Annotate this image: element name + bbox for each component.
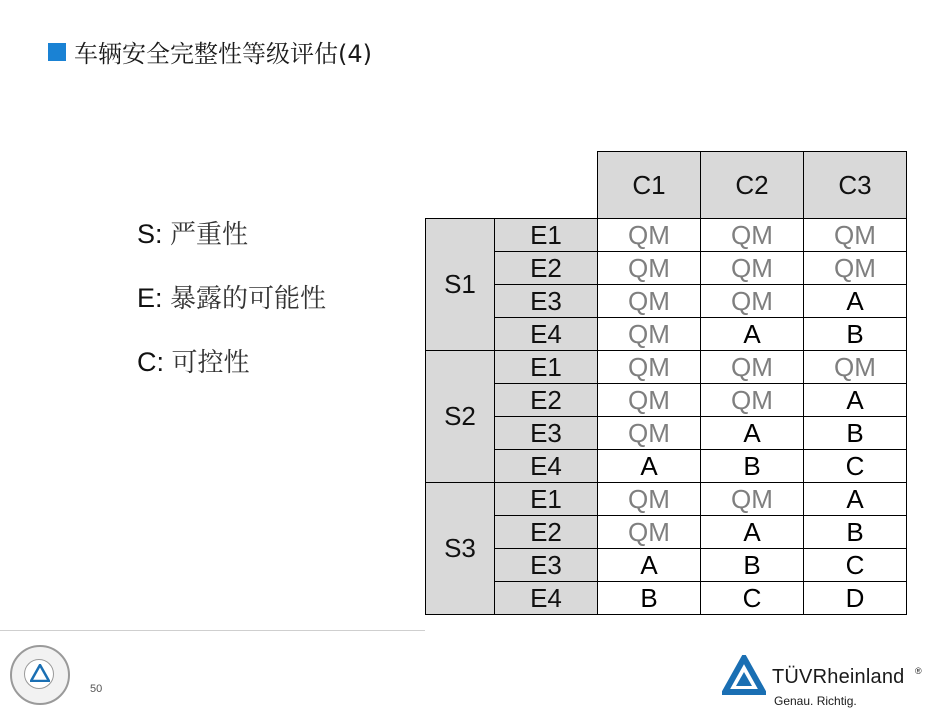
legend-item-s: S: 严重性 [137,219,249,250]
asil-value-cell: B [804,417,907,450]
table-row [426,285,907,318]
asil-value-cell: QM [598,252,701,285]
asil-value-cell: A [701,417,804,450]
asil-value-cell: B [598,582,701,615]
brand-name: TÜVRheinland [772,666,905,688]
asil-value-cell: QM [701,252,804,285]
asil-table [425,151,907,615]
tuv-seal-logo [10,645,70,705]
asil-value-cell: QM [701,384,804,417]
asil-value-cell: C [804,450,907,483]
exposure-cell: E1 [495,219,598,252]
table-row [426,483,907,516]
exposure-cell: E1 [495,483,598,516]
exposure-cell: E2 [495,384,598,417]
asil-value-cell: B [804,516,907,549]
table-row [426,219,907,252]
brand-registered-mark: ® [915,666,922,676]
asil-value-cell: A [804,384,907,417]
legend-item-c: C: 可控性 [137,347,250,378]
asil-value-cell: D [804,582,907,615]
column-header: C1 [598,152,701,219]
asil-value-cell: QM [804,351,907,384]
severity-cell: S1 [426,219,495,351]
asil-value-cell: A [701,318,804,351]
table-row [426,384,907,417]
table-row [426,582,907,615]
asil-value-cell: QM [598,384,701,417]
triangle-logo-icon [30,664,50,682]
severity-cell: S2 [426,351,495,483]
header-blank-cell [426,152,495,219]
asil-value-cell: QM [598,285,701,318]
exposure-cell: E3 [495,549,598,582]
asil-value-cell: QM [701,219,804,252]
asil-value-cell: QM [701,483,804,516]
asil-value-cell: C [701,582,804,615]
table-row [426,318,907,351]
slide-title-text: 车辆安全完整性等级评估(4) [74,40,372,68]
slide-title [48,34,372,69]
column-header: C3 [804,152,907,219]
bullet-square-icon [48,43,66,61]
exposure-cell: E4 [495,582,598,615]
asil-value-cell: QM [701,285,804,318]
table-row [426,351,907,384]
exposure-cell: E4 [495,450,598,483]
asil-value-cell: C [804,549,907,582]
column-header: C2 [701,152,804,219]
exposure-cell: E3 [495,285,598,318]
page-number: 50 [90,683,103,695]
asil-value-cell: QM [598,417,701,450]
asil-value-cell: QM [598,318,701,351]
exposure-cell: E4 [495,318,598,351]
table-row [426,252,907,285]
exposure-cell: E2 [495,516,598,549]
asil-value-cell: A [598,549,701,582]
asil-value-cell: QM [598,219,701,252]
table-row [426,516,907,549]
footer-divider [0,630,425,631]
table-row [426,549,907,582]
brand-tagline: Genau. Richtig. [774,694,857,708]
asil-value-cell: A [598,450,701,483]
asil-value-cell: B [804,318,907,351]
header-blank-cell [495,152,598,219]
severity-cell: S3 [426,483,495,615]
table-row [426,450,907,483]
triangle-logo-icon [722,655,766,695]
asil-value-cell: A [804,285,907,318]
exposure-cell: E2 [495,252,598,285]
exposure-cell: E3 [495,417,598,450]
asil-value-cell: A [701,516,804,549]
asil-value-cell: A [804,483,907,516]
asil-value-cell: QM [598,516,701,549]
asil-value-cell: QM [701,351,804,384]
legend-item-e: E: 暴露的可能性 [137,283,327,314]
asil-value-cell: QM [598,483,701,516]
asil-value-cell: QM [598,351,701,384]
asil-value-cell: B [701,450,804,483]
table-row [426,417,907,450]
asil-value-cell: QM [804,252,907,285]
asil-value-cell: QM [804,219,907,252]
exposure-cell: E1 [495,351,598,384]
table-header-row [426,152,907,219]
asil-value-cell: B [701,549,804,582]
